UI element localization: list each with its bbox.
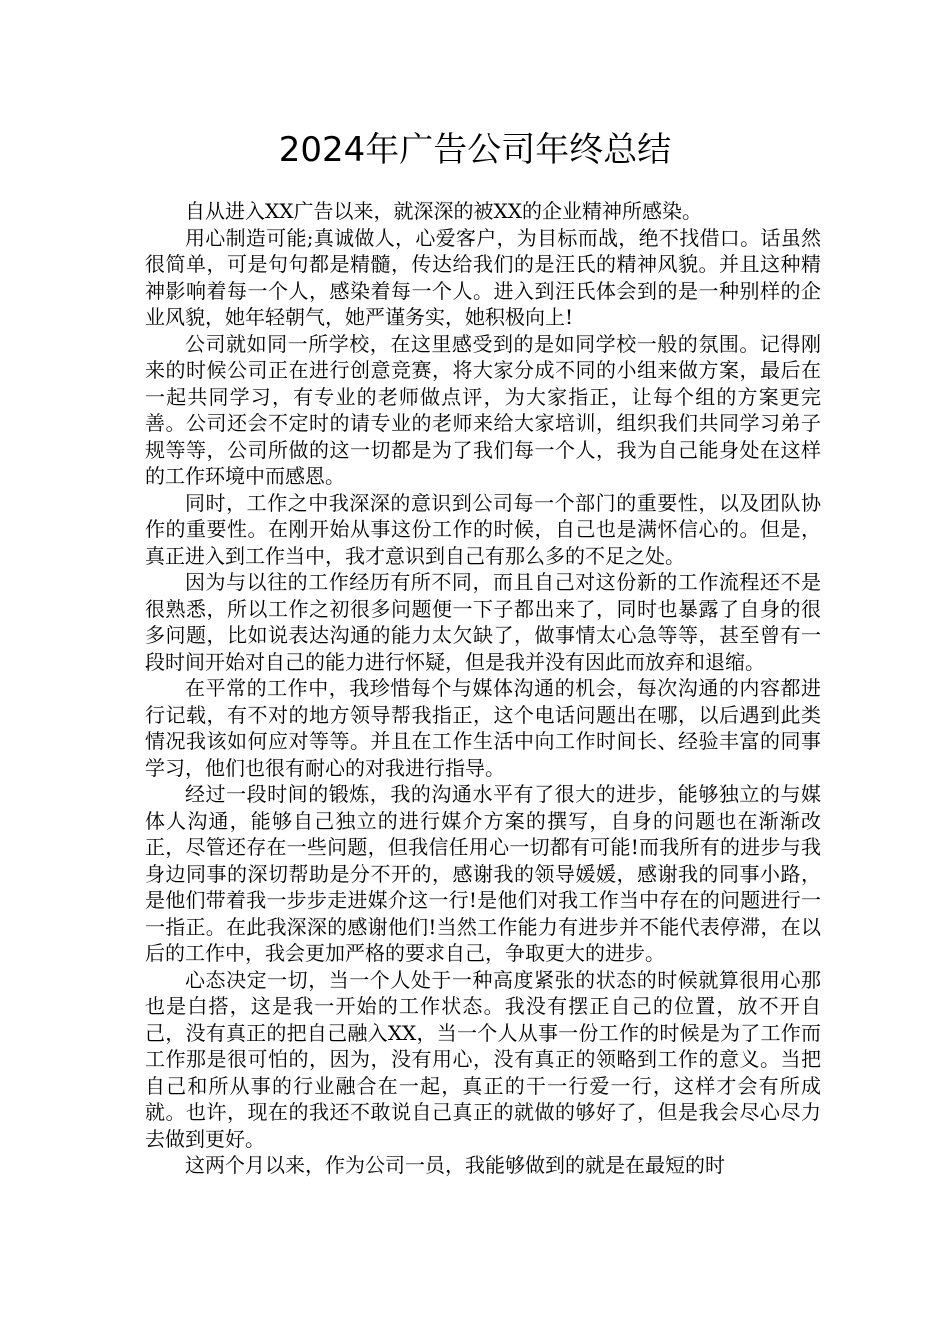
paragraph-1: 自从进入XX广告以来，就深深的被XX的企业精神所感染。 (185, 199, 702, 223)
paragraph-8: 心态决定一切，当一个人处于一种高度紧张的状态的时候就算很用心那也是白搭，这是我一开始的工作状态。我没有摆正自己的位置，放不开自己，没有真正的把自己融入XX，当一个人从事一份工作的时候是为了工作而工作那是很可怕的，因为，没有用心，没有真正的领略到工作的意义。当把自己和所从事的行业融合在一起，真正的干一行爱一行，这样才会有所成就。也许，现在的我还不敢说自己真正的就做的够好了，但是我会尽心尽力去做到更好。 (145, 967, 821, 1151)
paragraph-9: 这两个月以来，作为公司一员，我能够做到的就是在最短的时 (185, 1153, 725, 1177)
paragraph-5: 因为与以往的工作经历有所不同，而且自己对这份新的工作流程还不是很熟悉，所以工作之初很多问题便一下子都出来了，同时也暴露了自身的很多问题，比如说表达沟通的能力太欠缺了，做事情太心急等等，甚至曾有一段时间开始对自己的能力进行怀疑，但是我并没有因此而放弃和退缩。 (145, 570, 821, 674)
paragraph-2: 用心制造可能;真诚做人，心爱客户，为目标而战，绝不找借口。话虽然很简单，可是句句都是精髓，传达给我们的是汪氏的精神风貌。并且这种精神影响着每一个人，感染着每一个人。进入到汪氏体会到的是一种别样的企业风貌，她年轻朝气，她严谨务实，她积极向上! (145, 225, 821, 329)
document-body (145, 198, 821, 1179)
paragraph-3: 公司就如同一所学校，在这里感受到的是如同学校一般的氛围。记得刚来的时候公司正在进行创意竞赛，将大家分成不同的小组来做方案，最后在一起共同学习，有专业的老师做点评，为大家指正，让每个组的方案更完善。公司还会不定时的请专业的老师来给大家培训，组织我们共同学习弟子规等等，公司所做的这一切都是为了我们每一个人，我为自己能身处在这样的工作环境中而感恩。 (145, 331, 821, 488)
paragraph-7: 经过一段时间的锻炼，我的沟通水平有了很大的进步，能够独立的与媒体人沟通，能够自己独立的进行媒介方案的撰写，自身的问题也在渐渐改正，尽管还存在一些问题，但我信任用心一切都有可能!而我所有的进步与我身边同事的深切帮助是分不开的，感谢我的领导媛媛，感谢我的同事小路，是他们带着我一步步走进媒介这一行!是他们对我工作当中存在的问题进行一一指正。在此我深深的感谢他们!当然工作能力有进步并不能代表停滞，在以后的工作中，我会更加严格的要求自己，争取更大的进步。 (145, 782, 821, 965)
paragraph-4: 同时，工作之中我深深的意识到公司每一个部门的重要性，以及团队协作的重要性。在刚开始从事这份工作的时候，自己也是满怀信心的。但是，真正进入到工作当中，我才意识到自己有那么多的不足之处。 (145, 490, 821, 568)
document-title: 2024年广告公司年终总结 (278, 130, 672, 170)
paragraph-6: 在平常的工作中，我珍惜每个与媒体沟通的机会，每次沟通的内容都进行记载，有不对的地方领导帮我指正，这个电话问题出在哪，以后遇到此类情况我该如何应对等等。并且在工作生活中向工作时间长、经验丰富的同事学习，他们也很有耐心的对我进行指导。 (145, 676, 821, 780)
